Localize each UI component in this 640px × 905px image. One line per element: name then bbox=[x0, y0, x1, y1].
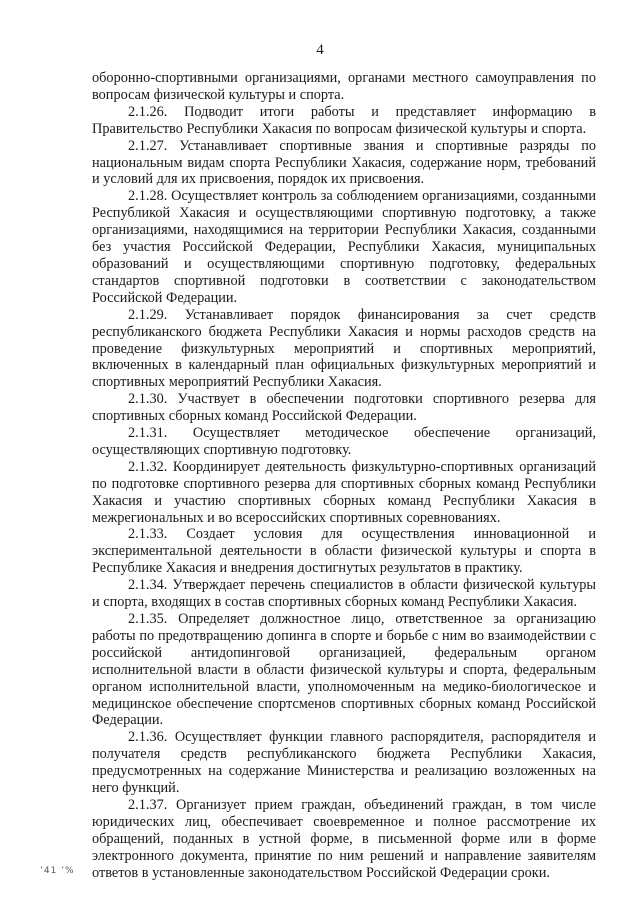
page-number: 4 bbox=[316, 42, 324, 58]
paragraph: 2.1.35. Определяет должностное лицо, ответственное за организацию работы по предотвращению допинга в спорте и борьбе с ним во взаимодействии с российской антидопинговой организацией, федеральным органом исполнительной власти в области физической культуры и спорта, федеральным органом исполнительной власти, уполномоченным на медико-биологическое и медицинское обеспечение спортсменов спортивных сборных команд Российской Федерации. bbox=[92, 611, 596, 729]
paragraph: 2.1.32. Координирует деятельность физкультурно-спортивных организаций по подготовке спортивного резерва для спортивных сборных команд Республики Хакасия и участию спортивных сборных команд Республики Хакасия в межрегиональных и во всероссийских спортивных соревнованиях. bbox=[92, 458, 596, 526]
paragraph: 2.1.33. Создает условия для осуществления инновационной и экспериментальной деятельности в области физической культуры и спорта в Республике Хакасия и внедрения достигнутых результатов в практику. bbox=[92, 526, 596, 577]
paragraph: 2.1.36. Осуществляет функции главного распорядителя, распорядителя и получателя средств республиканского бюджета Республики Хакасия, предусмотренных на содержание Министерства и реализацию возложенных на него функций. bbox=[92, 729, 596, 797]
paragraph: оборонно-спортивными организациями, органами местного самоуправления по вопросам физической культуры и спорта. bbox=[92, 70, 596, 103]
paragraph: 2.1.37. Организует прием граждан, объединений граждан, в том числе юридических лиц, обеспечивает своевременное и полное рассмотрение их обращений, поданных в устной форме, в письменной форме или в форме электронного документа, принятие по ним решений и направление заявителям ответов в установленные законодательством Российской Федерации сроки. bbox=[92, 796, 596, 881]
paragraph: 2.1.26. Подводит итоги работы и представляет информацию в Правительство Республики Хакасия по вопросам физической культуры и спорта. bbox=[92, 103, 596, 137]
footer-mark: ʼ41 ʼ% bbox=[40, 866, 75, 876]
paragraph: 2.1.29. Устанавливает порядок финансирования за счет средств республиканского бюджета Республики Хакасия и нормы расходов средств на проведение физкультурных мероприятий и спортивных мероприятий, включенных в календарный план официальных физкультурных мероприятий и спортивных мероприятий Республики Хакасия. bbox=[92, 306, 596, 391]
paragraph: 2.1.34. Утверждает перечень специалистов в области физической культуры и спорта, входящих в состав спортивных сборных команд Республики Хакасия. bbox=[92, 577, 596, 611]
paragraph: 2.1.30. Участвует в обеспечении подготовки спортивного резерва для спортивных сборных команд Российской Федерации. bbox=[92, 391, 596, 425]
paragraph: 2.1.28. Осуществляет контроль за соблюдением организациями, созданными Республикой Хакасия и осуществляющими спортивную подготовку, а также организациями, находящимися на территории Республики Хакасия, созданными без участия Российской Федерации, Республики Хакасия, муниципальных образований и осуществляющими спортивную подготовку, федеральных стандартов спортивной подготовки в соответствии с законодательством Российской Федерации. bbox=[92, 188, 596, 306]
paragraph: 2.1.31. Осуществляет методическое обеспечение организаций, осуществляющих спортивную подготовку. bbox=[92, 425, 596, 458]
paragraph: 2.1.27. Устанавливает спортивные звания и спортивные разряды по национальным видам спорта Республики Хакасия, содержание норм, требований и условий для их присвоения, порядок их присвоения. bbox=[92, 137, 596, 188]
document-body bbox=[92, 70, 596, 882]
